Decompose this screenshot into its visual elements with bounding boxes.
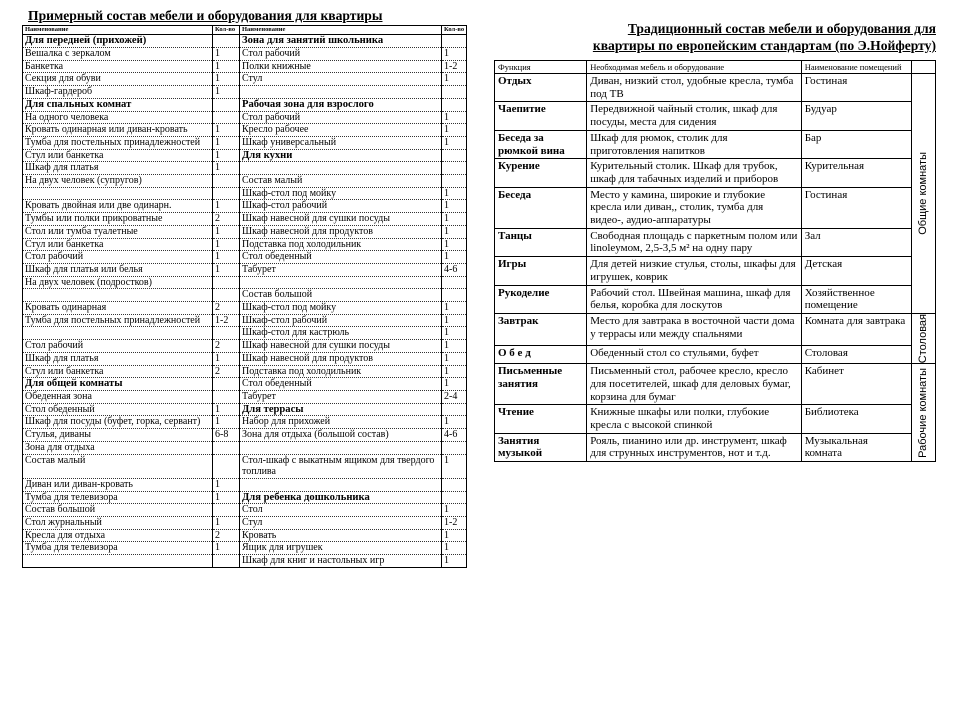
table-row	[23, 48, 467, 61]
furniture-cell: Передвижной чайный столик, шкаф для посуды, места для сидения	[587, 102, 801, 130]
table-row	[23, 403, 467, 416]
item-qty: 1	[442, 225, 467, 238]
item-name: Состав малый	[240, 175, 442, 188]
table-row	[23, 213, 467, 226]
item-qty: 1	[442, 314, 467, 327]
item-qty: 1	[213, 517, 240, 530]
item-name: Кровать двойная или две одинарн.	[23, 200, 213, 213]
table-row	[23, 263, 467, 276]
item-qty	[213, 35, 240, 48]
item-qty: 2	[213, 365, 240, 378]
section-heading: Зона для занятий школьника	[240, 35, 442, 48]
item-name: Зона для отдыха (большой состав)	[240, 429, 442, 442]
item-name: Стол рабочий	[23, 251, 213, 264]
room-cell: Хозяйственное помещение	[801, 285, 911, 313]
item-name	[240, 276, 442, 289]
furniture-cell: Место для завтрака в восточной части дома у террасы или между спальнями	[587, 313, 801, 345]
item-name: Подставка под холодильник	[240, 238, 442, 251]
table-row	[23, 124, 467, 137]
item-qty	[442, 149, 467, 162]
room-cell: Бар	[801, 130, 911, 158]
left-title: Примерный состав мебели и оборудования для квартиры	[28, 8, 383, 23]
section-heading: Для террасы	[240, 403, 442, 416]
item-name: Табурет	[240, 390, 442, 403]
item-qty: 6-8	[213, 429, 240, 442]
item-name: Состав малый	[23, 454, 213, 478]
function-cell: О б е д	[495, 346, 587, 364]
room-cell: Кабинет	[801, 364, 911, 405]
group-label-text: Столовая	[917, 313, 930, 364]
item-name: Стулья, диваны	[23, 429, 213, 442]
item-name: Вешалка с зеркалом	[23, 48, 213, 61]
item-name	[23, 289, 213, 302]
item-qty	[213, 276, 240, 289]
item-name: Кровать одинарная или диван-кровать	[23, 124, 213, 137]
item-name: Кровать одинарная	[23, 302, 213, 315]
item-name: Шкаф для платья	[23, 162, 213, 175]
item-name: На одного человека	[23, 111, 213, 124]
item-qty	[442, 175, 467, 188]
header-room: Наименование помещений	[801, 61, 911, 74]
item-name: Шкаф навесной для продуктов	[240, 225, 442, 238]
item-qty	[213, 555, 240, 568]
item-qty	[213, 454, 240, 478]
item-name: Шкаф для книг и настольных игр	[240, 555, 442, 568]
room-cell: Музыкальная комната	[801, 433, 911, 461]
function-cell: Занятия музыкой	[495, 433, 587, 461]
table-row	[23, 454, 467, 478]
item-qty: 1	[213, 403, 240, 416]
furniture-cell: Курительный столик. Шкаф для трубок, шкаф для табачных изделий и приборов	[587, 159, 801, 187]
item-qty	[442, 289, 467, 302]
item-qty	[213, 327, 240, 340]
item-name: Стол рабочий	[240, 48, 442, 61]
item-name	[23, 327, 213, 340]
group-label	[911, 313, 935, 363]
item-qty: 1	[213, 200, 240, 213]
table-row	[495, 433, 936, 461]
item-qty: 1	[442, 238, 467, 251]
table-row	[495, 228, 936, 256]
item-qty	[442, 491, 467, 504]
item-name: Обеденная зона	[23, 390, 213, 403]
table-row	[23, 238, 467, 251]
item-name: Стол журнальный	[23, 517, 213, 530]
item-qty: 2	[213, 529, 240, 542]
section-heading: Для ребенка дошкольника	[240, 491, 442, 504]
item-qty	[442, 86, 467, 99]
function-cell: Рукоделие	[495, 285, 587, 313]
item-qty: 1	[442, 542, 467, 555]
furniture-cell: Шкаф для рюмок, столик для приготовления напитков	[587, 130, 801, 158]
table-row	[23, 136, 467, 149]
item-qty: 1	[442, 352, 467, 365]
item-qty	[213, 378, 240, 391]
item-name: Стул или банкетка	[23, 365, 213, 378]
right-table	[494, 60, 936, 462]
header-name: Наименование	[23, 26, 213, 35]
item-qty: 1	[442, 340, 467, 353]
table-row	[23, 352, 467, 365]
item-qty: 1	[213, 73, 240, 86]
item-qty: 1	[213, 162, 240, 175]
item-name: Тумба для постельных принадлежностей	[23, 314, 213, 327]
furniture-cell: Книжные шкафы или полки, глубокие кресла с высокой спинкой	[587, 405, 801, 433]
item-qty: 1	[213, 263, 240, 276]
furniture-cell: Письменный стол, рабочее кресло, кресло для посетителей, шкаф для деловых бумаг, корзина для бумаг	[587, 364, 801, 405]
table-row	[23, 416, 467, 429]
furniture-cell: Рояль, пианино или др. инструмент, шкаф для струнных инструментов, нот и т.д.	[587, 433, 801, 461]
item-name	[240, 86, 442, 99]
item-qty: 1	[213, 225, 240, 238]
item-qty	[213, 504, 240, 517]
item-qty: 1	[442, 48, 467, 61]
group-label	[911, 364, 935, 462]
item-qty: 2	[213, 302, 240, 315]
item-name: Шкаф для платья	[23, 352, 213, 365]
item-qty	[442, 403, 467, 416]
item-qty	[213, 111, 240, 124]
furniture-cell: Диван, низкий стол, удобные кресла, тумба под ТВ	[587, 74, 801, 102]
function-cell: Беседа	[495, 187, 587, 228]
table-row	[23, 365, 467, 378]
item-qty: 1	[442, 187, 467, 200]
table-row	[495, 285, 936, 313]
item-name: Кресла для отдыха	[23, 529, 213, 542]
item-qty: 1	[442, 416, 467, 429]
header-qty: Кол-во	[213, 26, 240, 35]
item-qty: 1	[442, 251, 467, 264]
group-label-text: Рабочие комнаты	[917, 367, 930, 458]
header-function: Функция	[495, 61, 587, 74]
item-qty: 2-4	[442, 390, 467, 403]
header-qty: Кол-во	[442, 26, 467, 35]
section-heading: Рабочая зона для взрослого	[240, 98, 442, 111]
item-qty	[213, 441, 240, 454]
item-name: Шкаф-стол рабочий	[240, 200, 442, 213]
item-qty: 2	[213, 213, 240, 226]
item-qty: 1	[442, 327, 467, 340]
item-name	[240, 441, 442, 454]
item-qty: 1	[213, 60, 240, 73]
table-row	[495, 313, 936, 345]
table-row	[495, 187, 936, 228]
function-cell: Завтрак	[495, 313, 587, 345]
item-qty: 1	[213, 416, 240, 429]
item-name: Шкаф-стол под мойку	[240, 302, 442, 315]
function-cell: Беседа за рюмкой вина	[495, 130, 587, 158]
item-name: Секция для обуви	[23, 73, 213, 86]
right-title-line-1: Традиционный состав мебели и оборудования для	[627, 21, 936, 36]
item-name: Набор для прихожей	[240, 416, 442, 429]
group-label	[911, 74, 935, 314]
function-cell: Танцы	[495, 228, 587, 256]
group-label-text: Общие комнаты	[917, 152, 930, 235]
item-qty: 1	[213, 149, 240, 162]
table-row	[23, 289, 467, 302]
table-row	[23, 251, 467, 264]
table-row	[495, 130, 936, 158]
item-qty: 1	[442, 302, 467, 315]
section-heading: Для передней (прихожей)	[23, 35, 213, 48]
table-row	[23, 200, 467, 213]
item-name: Стол или тумба туалетные	[23, 225, 213, 238]
room-cell: Гостиная	[801, 187, 911, 228]
item-name: Стол	[240, 504, 442, 517]
furniture-cell: Обеденный стол со стульями, буфет	[587, 346, 801, 364]
item-name: Стол обеденный	[240, 378, 442, 391]
table-row	[23, 555, 467, 568]
item-qty	[213, 98, 240, 111]
item-name	[240, 162, 442, 175]
function-cell: Чаепитие	[495, 102, 587, 130]
item-qty: 1	[442, 136, 467, 149]
item-qty	[442, 441, 467, 454]
right-panel	[494, 20, 936, 462]
furniture-cell: Свободная площадь с паркетным полом или linoleумом, 2,5-3,5 м² на одну пару	[587, 228, 801, 256]
furniture-cell: Рабочий стол. Швейная машина, шкаф для белья, коробка для лоскутов	[587, 285, 801, 313]
table-row	[23, 429, 467, 442]
item-name: Шкаф навесной для продуктов	[240, 352, 442, 365]
table-row	[495, 159, 936, 187]
item-name: Стул или банкетка	[23, 238, 213, 251]
item-name	[23, 187, 213, 200]
item-name: Шкаф-гардероб	[23, 86, 213, 99]
item-name: Шкаф-стол рабочий	[240, 314, 442, 327]
table-row	[495, 405, 936, 433]
item-name: Стул	[240, 73, 442, 86]
item-name: Состав большой	[240, 289, 442, 302]
item-qty	[442, 35, 467, 48]
table-row	[23, 162, 467, 175]
table-row	[23, 340, 467, 353]
header-name: Наименование	[240, 26, 442, 35]
item-name: Стол рабочий	[23, 340, 213, 353]
item-name: Тумба для телевизора	[23, 491, 213, 504]
section-heading: Для общей комнаты	[23, 378, 213, 391]
room-cell: Столовая	[801, 346, 911, 364]
table-row	[23, 327, 467, 340]
item-name: Тумба для телевизора	[23, 542, 213, 555]
table-row	[23, 378, 467, 391]
item-qty: 1	[213, 48, 240, 61]
left-panel	[22, 8, 466, 568]
table-row	[23, 60, 467, 73]
item-qty: 1	[442, 124, 467, 137]
table-row	[23, 529, 467, 542]
table-row	[495, 74, 936, 102]
item-qty: 4-6	[442, 263, 467, 276]
left-table	[22, 25, 467, 568]
room-cell: Библиотека	[801, 405, 911, 433]
item-qty: 1-2	[213, 314, 240, 327]
item-name: Стол обеденный	[23, 403, 213, 416]
furniture-cell: Для детей низкие стулья, столы, шкафы для игрушек, коврик	[587, 257, 801, 285]
table-row	[23, 314, 467, 327]
item-name: Табурет	[240, 263, 442, 276]
item-qty: 1	[213, 352, 240, 365]
table-row	[495, 257, 936, 285]
item-name: Шкаф для платья или белья	[23, 263, 213, 276]
item-name: Подставка под холодильник	[240, 365, 442, 378]
table-row	[495, 346, 936, 364]
right-header-row	[495, 61, 936, 74]
room-cell: Гостиная	[801, 74, 911, 102]
function-cell: Курение	[495, 159, 587, 187]
room-cell: Курительная	[801, 159, 911, 187]
item-name	[23, 555, 213, 568]
item-qty: 1	[442, 200, 467, 213]
item-name: Диван или диван-кровать	[23, 478, 213, 491]
table-row	[23, 73, 467, 86]
item-name: Шкаф универсальный	[240, 136, 442, 149]
item-name: Стол рабочий	[240, 111, 442, 124]
item-qty	[213, 187, 240, 200]
table-row	[23, 111, 467, 124]
item-qty	[213, 390, 240, 403]
table-row	[23, 517, 467, 530]
item-qty: 1	[213, 136, 240, 149]
table-row	[23, 175, 467, 188]
item-name: Кровать	[240, 529, 442, 542]
item-qty: 1	[442, 213, 467, 226]
item-qty	[442, 478, 467, 491]
item-qty: 1	[442, 555, 467, 568]
item-name: Стул или банкетка	[23, 149, 213, 162]
item-qty	[213, 289, 240, 302]
item-name: Шкаф-стол под мойку	[240, 187, 442, 200]
item-qty: 1	[213, 251, 240, 264]
item-qty	[442, 276, 467, 289]
item-name: Стул	[240, 517, 442, 530]
item-qty: 1	[442, 365, 467, 378]
room-cell: Будуар	[801, 102, 911, 130]
item-name: На двух человек (подростков)	[23, 276, 213, 289]
table-row	[23, 276, 467, 289]
item-qty: 1	[213, 86, 240, 99]
room-cell: Детская	[801, 257, 911, 285]
table-row	[23, 98, 467, 111]
item-qty: 1	[442, 378, 467, 391]
item-name: Ящик для игрушек	[240, 542, 442, 555]
right-title-line-2: квартиры по европейским стандартам (по Э.Нойферту)	[592, 38, 936, 53]
item-name: Кресло рабочее	[240, 124, 442, 137]
section-heading: Для кухни	[240, 149, 442, 162]
header-spacer	[911, 61, 935, 74]
table-row	[23, 187, 467, 200]
table-row	[23, 390, 467, 403]
item-name: Шкаф навесной для сушки посуды	[240, 213, 442, 226]
function-cell: Чтение	[495, 405, 587, 433]
table-row	[23, 542, 467, 555]
table-row	[23, 86, 467, 99]
item-name: Стол-шкаф с выкатным ящиком для твердого топлива	[240, 454, 442, 478]
item-name: Тумба для постельных принадлежностей	[23, 136, 213, 149]
item-name: Шкаф для посуды (буфет, горка, сервант)	[23, 416, 213, 429]
header-furniture: Необходимая мебель и оборудование	[587, 61, 801, 74]
item-qty: 1	[213, 238, 240, 251]
item-name: На двух человек (супругов)	[23, 175, 213, 188]
table-row	[495, 102, 936, 130]
item-name	[240, 478, 442, 491]
room-cell: Зал	[801, 228, 911, 256]
item-qty: 1	[442, 111, 467, 124]
table-row	[23, 504, 467, 517]
item-qty	[442, 162, 467, 175]
item-name: Полки книжные	[240, 60, 442, 73]
item-qty: 1	[442, 73, 467, 86]
item-qty: 1	[213, 478, 240, 491]
item-qty: 1	[213, 124, 240, 137]
item-qty	[213, 175, 240, 188]
item-name: Шкаф навесной для сушки посуды	[240, 340, 442, 353]
table-row	[23, 35, 467, 48]
item-name: Зона для отдыха	[23, 441, 213, 454]
item-qty	[442, 98, 467, 111]
item-qty: 4-6	[442, 429, 467, 442]
item-name: Банкетка	[23, 60, 213, 73]
furniture-cell: Место у камина, широкие и глубокие кресла или диван,, столик, тумба для видео-, аудио-аппаратуры	[587, 187, 801, 228]
table-row	[495, 364, 936, 405]
item-qty: 1	[442, 529, 467, 542]
item-qty: 1-2	[442, 60, 467, 73]
item-qty: 1	[442, 504, 467, 517]
left-header-row	[23, 26, 467, 35]
item-name: Стол обеденный	[240, 251, 442, 264]
item-qty: 1	[213, 542, 240, 555]
item-name: Тумбы или полки прикроватные	[23, 213, 213, 226]
item-qty: 1	[213, 491, 240, 504]
function-cell: Письменные занятия	[495, 364, 587, 405]
table-row	[23, 225, 467, 238]
item-qty: 1	[442, 454, 467, 478]
function-cell: Игры	[495, 257, 587, 285]
item-name: Состав большой	[23, 504, 213, 517]
function-cell: Отдых	[495, 74, 587, 102]
room-cell: Комната для завтрака	[801, 313, 911, 345]
item-qty: 1-2	[442, 517, 467, 530]
table-row	[23, 441, 467, 454]
table-row	[23, 478, 467, 491]
table-row	[23, 149, 467, 162]
item-name: Шкаф-стол для кастрюль	[240, 327, 442, 340]
item-qty: 2	[213, 340, 240, 353]
table-row	[23, 491, 467, 504]
table-row	[23, 302, 467, 315]
section-heading: Для спальных комнат	[23, 98, 213, 111]
